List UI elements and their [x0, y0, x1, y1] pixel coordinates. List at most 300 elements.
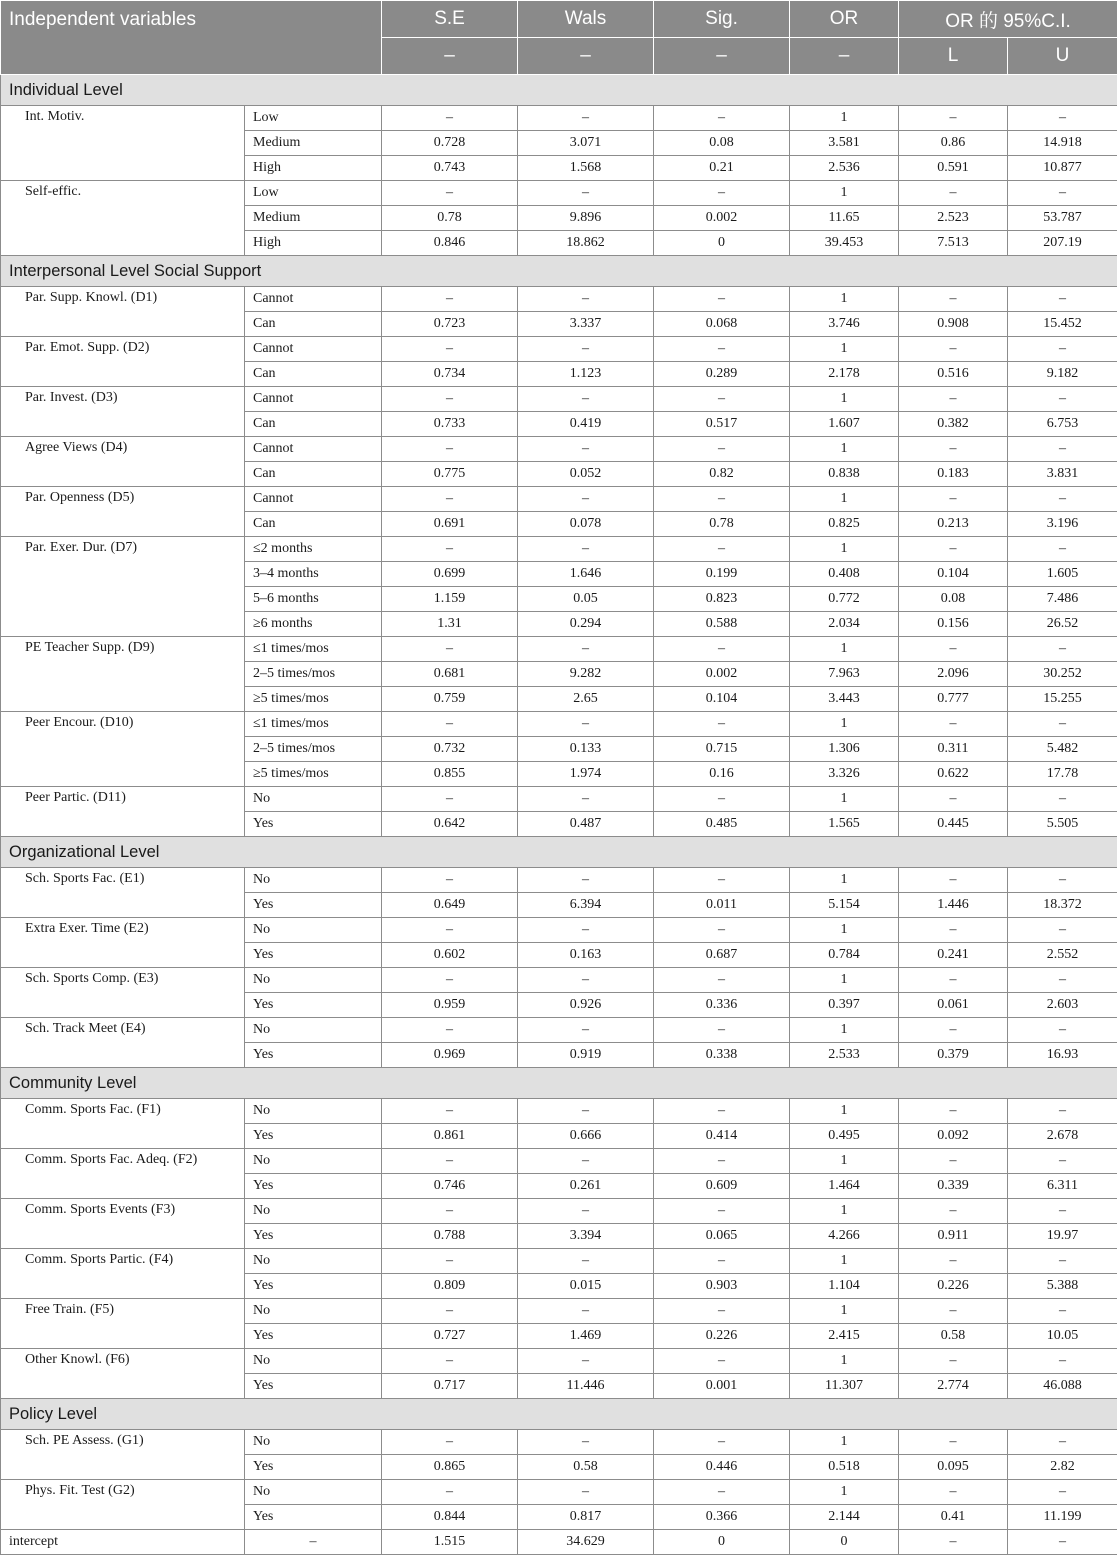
value-cell: –	[518, 1299, 654, 1324]
value-cell: 11.446	[518, 1374, 654, 1399]
value-cell: 1.646	[518, 562, 654, 587]
value-cell: 0.226	[654, 1324, 790, 1349]
value-cell: 14.918	[1008, 131, 1117, 156]
level-label: Yes	[245, 943, 382, 968]
level-label: ≤1 times/mos	[245, 712, 382, 737]
value-cell: 0.382	[899, 412, 1008, 437]
value-cell: 0.591	[899, 156, 1008, 181]
level-label: ≥6 months	[245, 612, 382, 637]
value-cell: –	[518, 337, 654, 362]
value-cell: –	[654, 1149, 790, 1174]
value-cell: 0.855	[382, 762, 518, 787]
value-cell: 0.723	[382, 312, 518, 337]
level-label: Cannot	[245, 437, 382, 462]
value-cell: –	[382, 1299, 518, 1324]
value-cell: –	[382, 1430, 518, 1455]
value-cell: 1	[790, 968, 899, 993]
value-cell: –	[899, 106, 1008, 131]
value-cell: 1	[790, 637, 899, 662]
value-cell: 0.588	[654, 612, 790, 637]
value-cell: –	[382, 868, 518, 893]
level-label: Yes	[245, 1224, 382, 1249]
value-cell: 1	[790, 287, 899, 312]
value-cell: 0.734	[382, 362, 518, 387]
value-cell: –	[654, 387, 790, 412]
variable-name: Peer Partic. (D11)	[1, 787, 245, 837]
value-cell: 0.261	[518, 1174, 654, 1199]
variable-name: Par. Openness (D5)	[1, 487, 245, 537]
value-cell: 1	[790, 918, 899, 943]
value-cell: 0.649	[382, 893, 518, 918]
intercept-level: –	[245, 1530, 382, 1555]
value-cell: 0.919	[518, 1043, 654, 1068]
level-label: No	[245, 1480, 382, 1505]
value-cell: 0.732	[382, 737, 518, 762]
subheader-or: –	[790, 38, 899, 75]
value-cell: 34.629	[518, 1530, 654, 1555]
value-cell: 0.78	[654, 512, 790, 537]
value-cell: 0.809	[382, 1274, 518, 1299]
table-row	[1, 1349, 1117, 1374]
value-cell: 19.97	[1008, 1224, 1117, 1249]
value-cell: –	[654, 787, 790, 812]
value-cell: 0.339	[899, 1174, 1008, 1199]
table-row	[1, 1199, 1117, 1224]
value-cell: –	[899, 968, 1008, 993]
table-row	[1, 868, 1117, 893]
value-cell: –	[654, 287, 790, 312]
level-label: ≥5 times/mos	[245, 687, 382, 712]
value-cell: 0.092	[899, 1124, 1008, 1149]
value-cell: –	[382, 1349, 518, 1374]
table-row	[1, 181, 1117, 206]
value-cell: 4.266	[790, 1224, 899, 1249]
value-cell: 0.226	[899, 1274, 1008, 1299]
value-cell: 3.071	[518, 131, 654, 156]
value-cell: –	[518, 106, 654, 131]
value-cell: –	[899, 1099, 1008, 1124]
value-cell: 0.05	[518, 587, 654, 612]
level-label: No	[245, 1199, 382, 1224]
value-cell: 0.133	[518, 737, 654, 762]
value-cell: –	[654, 1349, 790, 1374]
table-body	[1, 75, 1117, 1555]
value-cell: 0.728	[382, 131, 518, 156]
section-row	[1, 1068, 1117, 1099]
value-cell: 1	[790, 1018, 899, 1043]
level-label: No	[245, 1349, 382, 1374]
value-cell: –	[654, 106, 790, 131]
header-wals: Wals	[518, 1, 654, 38]
value-cell: 0.011	[654, 893, 790, 918]
table-row	[1, 712, 1117, 737]
value-cell: –	[1008, 918, 1117, 943]
value-cell: 0.104	[654, 687, 790, 712]
value-cell: 0.061	[899, 993, 1008, 1018]
value-cell: 39.453	[790, 231, 899, 256]
value-cell: 0.681	[382, 662, 518, 687]
value-cell: 0.213	[899, 512, 1008, 537]
value-cell: 1.469	[518, 1324, 654, 1349]
section-title: Individual Level	[1, 75, 1117, 106]
value-cell: –	[518, 1099, 654, 1124]
value-cell: –	[518, 868, 654, 893]
value-cell: 0.414	[654, 1124, 790, 1149]
value-cell: 0.817	[518, 1505, 654, 1530]
value-cell: –	[654, 868, 790, 893]
value-cell: –	[899, 1299, 1008, 1324]
value-cell: –	[382, 487, 518, 512]
variable-name: Agree Views (D4)	[1, 437, 245, 487]
value-cell: 2.774	[899, 1374, 1008, 1399]
value-cell: 1.565	[790, 812, 899, 837]
level-label: Cannot	[245, 287, 382, 312]
value-cell: 1	[790, 387, 899, 412]
value-cell: –	[899, 1149, 1008, 1174]
level-label: Yes	[245, 1374, 382, 1399]
value-cell: 0.078	[518, 512, 654, 537]
value-cell: –	[899, 918, 1008, 943]
value-cell: –	[1008, 1530, 1117, 1555]
variable-name: Self-effic.	[1, 181, 245, 256]
value-cell: 1	[790, 1249, 899, 1274]
value-cell: 3.581	[790, 131, 899, 156]
value-cell: –	[518, 181, 654, 206]
value-cell: 2.144	[790, 1505, 899, 1530]
value-cell: –	[899, 637, 1008, 662]
header-or: OR	[790, 1, 899, 38]
value-cell: –	[382, 387, 518, 412]
value-cell: 0.446	[654, 1455, 790, 1480]
value-cell: 5.388	[1008, 1274, 1117, 1299]
level-label: No	[245, 787, 382, 812]
variable-name: Par. Invest. (D3)	[1, 387, 245, 437]
value-cell: 0.642	[382, 812, 518, 837]
variable-name: Comm. Sports Fac. (F1)	[1, 1099, 245, 1149]
value-cell: –	[518, 1199, 654, 1224]
variable-name: Free Train. (F5)	[1, 1299, 245, 1349]
variable-name: Sch. Sports Fac. (E1)	[1, 868, 245, 918]
value-cell: 11.307	[790, 1374, 899, 1399]
variable-name: Sch. PE Assess. (G1)	[1, 1430, 245, 1480]
value-cell: –	[382, 287, 518, 312]
level-label: No	[245, 1018, 382, 1043]
section-row	[1, 75, 1117, 106]
table-row	[1, 487, 1117, 512]
value-cell: 0.82	[654, 462, 790, 487]
value-cell: 1	[790, 487, 899, 512]
value-cell: 3.746	[790, 312, 899, 337]
value-cell: 0.58	[518, 1455, 654, 1480]
value-cell: 0.861	[382, 1124, 518, 1149]
value-cell: 0.21	[654, 156, 790, 181]
variable-name: Par. Exer. Dur. (D7)	[1, 537, 245, 637]
value-cell: 0.746	[382, 1174, 518, 1199]
value-cell: 0.419	[518, 412, 654, 437]
value-cell: 0	[654, 1530, 790, 1555]
value-cell: 0.825	[790, 512, 899, 537]
value-cell: 1	[790, 1430, 899, 1455]
level-label: Can	[245, 412, 382, 437]
value-cell: –	[899, 1199, 1008, 1224]
section-title: Policy Level	[1, 1399, 1117, 1430]
value-cell: –	[899, 787, 1008, 812]
value-cell: 0.86	[899, 131, 1008, 156]
level-label: No	[245, 968, 382, 993]
level-label: High	[245, 231, 382, 256]
value-cell: 0.788	[382, 1224, 518, 1249]
value-cell: 6.311	[1008, 1174, 1117, 1199]
value-cell: 7.513	[899, 231, 1008, 256]
value-cell: 5.154	[790, 893, 899, 918]
value-cell: –	[899, 712, 1008, 737]
value-cell: –	[382, 918, 518, 943]
table-row	[1, 537, 1117, 562]
value-cell: –	[1008, 1018, 1117, 1043]
value-cell: 0.408	[790, 562, 899, 587]
value-cell: 1	[790, 181, 899, 206]
value-cell: 0.823	[654, 587, 790, 612]
value-cell: –	[654, 1430, 790, 1455]
value-cell: 0.517	[654, 412, 790, 437]
variable-name: Par. Emot. Supp. (D2)	[1, 337, 245, 387]
value-cell: 0.687	[654, 943, 790, 968]
level-label: No	[245, 1299, 382, 1324]
value-cell: –	[382, 1480, 518, 1505]
level-label: ≤2 months	[245, 537, 382, 562]
value-cell: –	[1008, 1349, 1117, 1374]
value-cell: 0.336	[654, 993, 790, 1018]
value-cell: –	[382, 1199, 518, 1224]
value-cell: –	[899, 868, 1008, 893]
value-cell: –	[899, 1249, 1008, 1274]
intercept-row	[1, 1530, 1117, 1555]
table-row	[1, 1249, 1117, 1274]
value-cell: 1.31	[382, 612, 518, 637]
value-cell: 0.241	[899, 943, 1008, 968]
value-cell: –	[1008, 287, 1117, 312]
value-cell: 0.095	[899, 1455, 1008, 1480]
table-row	[1, 1099, 1117, 1124]
header-independent-variables: Independent variables	[1, 1, 382, 75]
value-cell: 3.337	[518, 312, 654, 337]
value-cell: 0	[790, 1530, 899, 1555]
header-or-ci: OR 的 95%C.I.	[899, 1, 1117, 38]
value-cell: 0.727	[382, 1324, 518, 1349]
value-cell: 3.394	[518, 1224, 654, 1249]
value-cell: –	[899, 1018, 1008, 1043]
value-cell: 1	[790, 1149, 899, 1174]
subheader-ci-lower: L	[899, 38, 1008, 75]
value-cell: 0.969	[382, 1043, 518, 1068]
value-cell: –	[654, 337, 790, 362]
level-label: No	[245, 918, 382, 943]
variable-name: Sch. Track Meet (E4)	[1, 1018, 245, 1068]
variable-name: Phys. Fit. Test (G2)	[1, 1480, 245, 1530]
variable-name: Comm. Sports Partic. (F4)	[1, 1249, 245, 1299]
level-label: Yes	[245, 1274, 382, 1299]
value-cell: –	[654, 712, 790, 737]
value-cell: 9.896	[518, 206, 654, 231]
value-cell: 2.552	[1008, 943, 1117, 968]
value-cell: 0.199	[654, 562, 790, 587]
value-cell: 17.78	[1008, 762, 1117, 787]
value-cell: –	[382, 968, 518, 993]
value-cell: 3.326	[790, 762, 899, 787]
value-cell: 1.515	[382, 1530, 518, 1555]
level-label: Yes	[245, 1124, 382, 1149]
level-label: Cannot	[245, 487, 382, 512]
value-cell: 1.123	[518, 362, 654, 387]
value-cell: 0.366	[654, 1505, 790, 1530]
value-cell: 2.533	[790, 1043, 899, 1068]
value-cell: 0.775	[382, 462, 518, 487]
value-cell: 0.445	[899, 812, 1008, 837]
value-cell: 1.568	[518, 156, 654, 181]
value-cell: 1	[790, 787, 899, 812]
value-cell: 2.536	[790, 156, 899, 181]
value-cell: 15.452	[1008, 312, 1117, 337]
value-cell: –	[899, 1430, 1008, 1455]
level-label: Can	[245, 462, 382, 487]
value-cell: 0.156	[899, 612, 1008, 637]
value-cell: –	[1008, 181, 1117, 206]
value-cell: 2.178	[790, 362, 899, 387]
value-cell: 1	[790, 437, 899, 462]
header-se: S.E	[382, 1, 518, 38]
value-cell: –	[518, 287, 654, 312]
value-cell: 1.605	[1008, 562, 1117, 587]
value-cell: –	[1008, 437, 1117, 462]
value-cell: 1	[790, 1480, 899, 1505]
value-cell: 7.486	[1008, 587, 1117, 612]
value-cell: 1	[790, 1349, 899, 1374]
value-cell: 0.495	[790, 1124, 899, 1149]
level-label: Can	[245, 512, 382, 537]
value-cell: –	[1008, 537, 1117, 562]
table-row	[1, 1018, 1117, 1043]
value-cell: –	[1008, 1480, 1117, 1505]
level-label: 2–5 times/mos	[245, 662, 382, 687]
value-cell: 0.926	[518, 993, 654, 1018]
value-cell: –	[654, 1018, 790, 1043]
level-label: No	[245, 868, 382, 893]
level-label: Can	[245, 312, 382, 337]
table-row	[1, 337, 1117, 362]
value-cell: –	[518, 787, 654, 812]
value-cell: 2.678	[1008, 1124, 1117, 1149]
value-cell: 0.759	[382, 687, 518, 712]
value-cell: –	[654, 1299, 790, 1324]
value-cell: 1	[790, 106, 899, 131]
value-cell: 0.602	[382, 943, 518, 968]
value-cell: 2.415	[790, 1324, 899, 1349]
subheader-sig: –	[654, 38, 790, 75]
value-cell: 2.034	[790, 612, 899, 637]
value-cell: –	[518, 437, 654, 462]
value-cell: –	[518, 537, 654, 562]
value-cell: –	[382, 537, 518, 562]
value-cell: –	[1008, 787, 1117, 812]
table-row	[1, 1480, 1117, 1505]
value-cell: –	[654, 1480, 790, 1505]
value-cell: 0.838	[790, 462, 899, 487]
value-cell: 1.607	[790, 412, 899, 437]
value-cell: 1.104	[790, 1274, 899, 1299]
value-cell: 0.743	[382, 156, 518, 181]
value-cell: 0.002	[654, 662, 790, 687]
value-cell: 3.443	[790, 687, 899, 712]
value-cell: –	[1008, 387, 1117, 412]
table-row	[1, 437, 1117, 462]
value-cell: –	[518, 1018, 654, 1043]
subheader-wals: –	[518, 38, 654, 75]
value-cell: 0.865	[382, 1455, 518, 1480]
intercept-label: intercept	[1, 1530, 245, 1555]
value-cell: 0	[654, 231, 790, 256]
value-cell: –	[899, 387, 1008, 412]
value-cell: –	[518, 1149, 654, 1174]
value-cell: 1.974	[518, 762, 654, 787]
section-title: Interpersonal Level Social Support	[1, 256, 1117, 287]
value-cell: 0.777	[899, 687, 1008, 712]
value-cell: –	[518, 1480, 654, 1505]
value-cell: –	[1008, 712, 1117, 737]
value-cell: –	[1008, 487, 1117, 512]
value-cell: 10.05	[1008, 1324, 1117, 1349]
variable-name: Comm. Sports Fac. Adeq. (F2)	[1, 1149, 245, 1199]
value-cell: 5.505	[1008, 812, 1117, 837]
value-cell: –	[518, 712, 654, 737]
section-row	[1, 256, 1117, 287]
value-cell: 46.088	[1008, 1374, 1117, 1399]
value-cell: –	[899, 537, 1008, 562]
value-cell: –	[654, 487, 790, 512]
level-label: No	[245, 1099, 382, 1124]
value-cell: 1	[790, 537, 899, 562]
value-cell: –	[654, 181, 790, 206]
variable-name: Par. Supp. Knowl. (D1)	[1, 287, 245, 337]
value-cell: –	[518, 1430, 654, 1455]
section-row	[1, 1399, 1117, 1430]
section-title: Organizational Level	[1, 837, 1117, 868]
value-cell: –	[518, 487, 654, 512]
value-cell: 3.831	[1008, 462, 1117, 487]
value-cell: 11.199	[1008, 1505, 1117, 1530]
value-cell: 0.903	[654, 1274, 790, 1299]
value-cell: 0.485	[654, 812, 790, 837]
value-cell: –	[382, 1149, 518, 1174]
value-cell: –	[1008, 868, 1117, 893]
value-cell: 0.397	[790, 993, 899, 1018]
value-cell: –	[654, 537, 790, 562]
value-cell: 2.523	[899, 206, 1008, 231]
level-label: No	[245, 1149, 382, 1174]
value-cell: 0.183	[899, 462, 1008, 487]
value-cell: –	[899, 287, 1008, 312]
value-cell: 1	[790, 1099, 899, 1124]
value-cell: –	[899, 437, 1008, 462]
value-cell: –	[518, 637, 654, 662]
value-cell: 9.182	[1008, 362, 1117, 387]
value-cell: 0.516	[899, 362, 1008, 387]
value-cell: 0.104	[899, 562, 1008, 587]
table-row	[1, 106, 1117, 131]
level-label: Cannot	[245, 387, 382, 412]
value-cell: 2.65	[518, 687, 654, 712]
variable-name: Int. Motiv.	[1, 106, 245, 181]
value-cell: 0.08	[654, 131, 790, 156]
